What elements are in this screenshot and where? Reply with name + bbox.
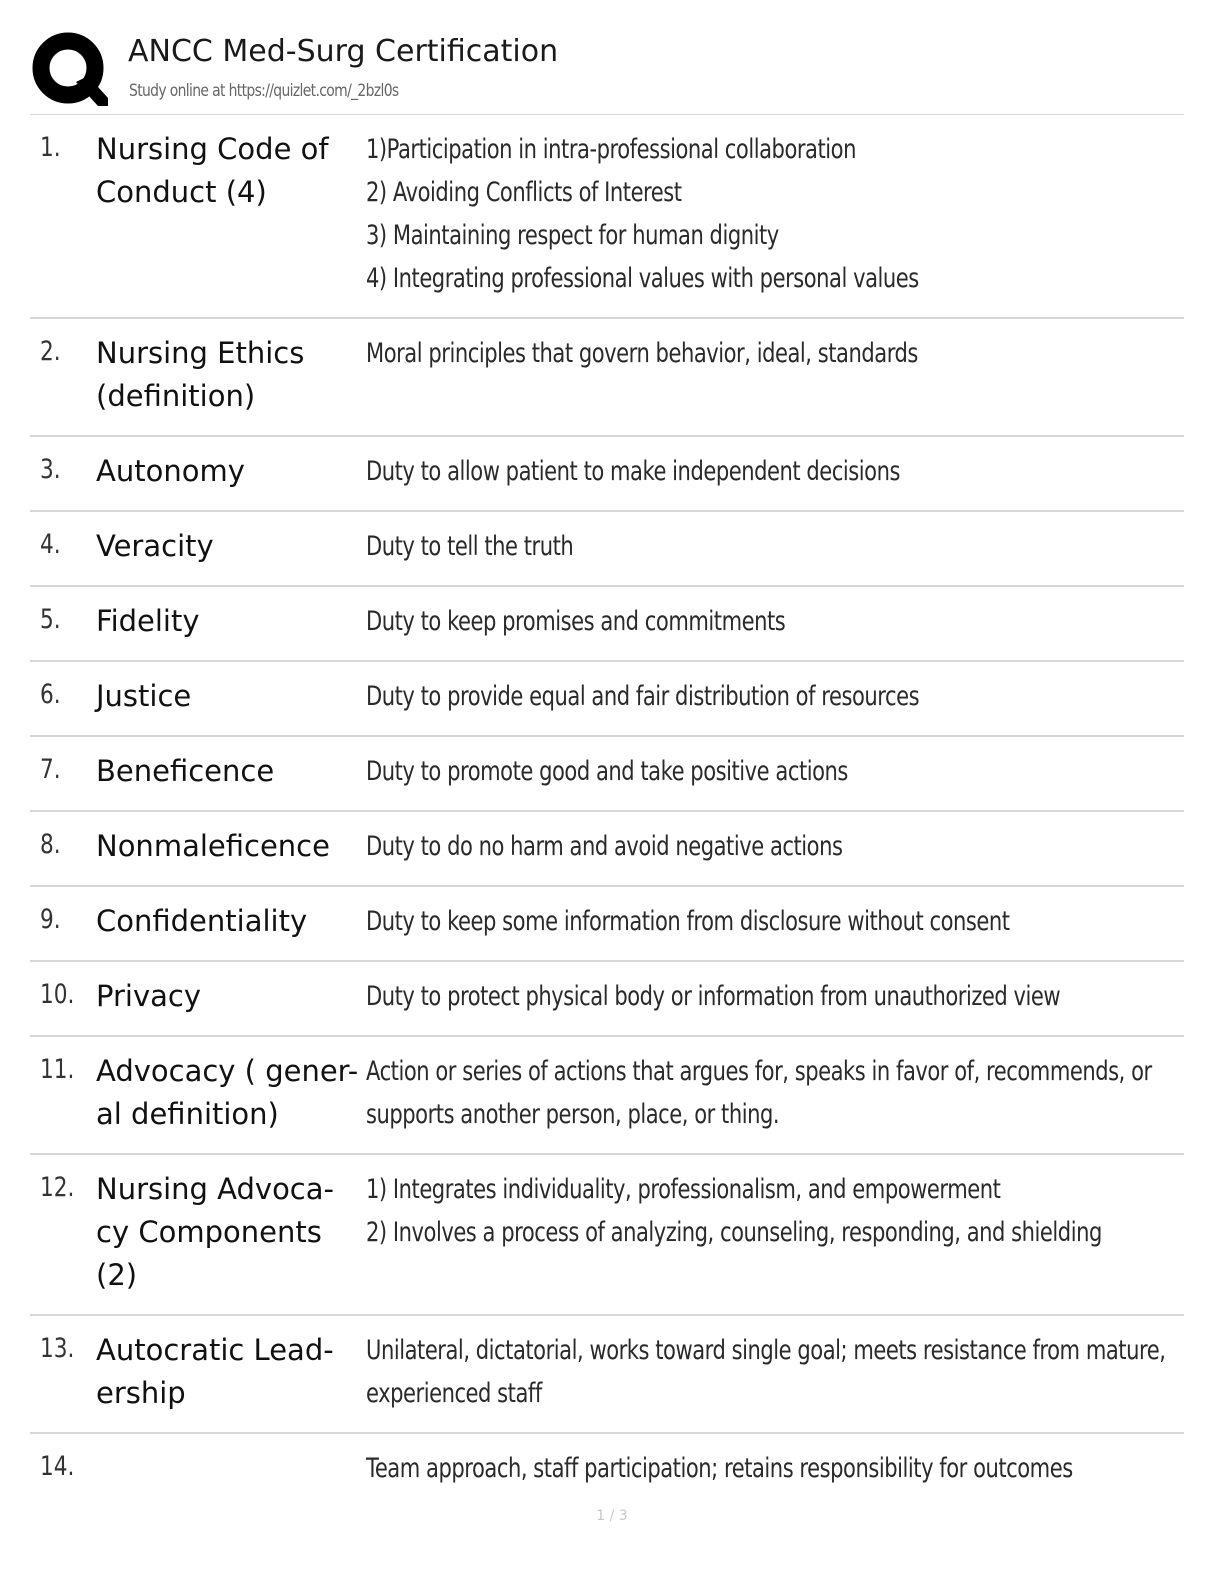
- card-term: [96, 332, 366, 418]
- card-term: [96, 675, 366, 718]
- card-term: [96, 900, 366, 943]
- card-number: 6.: [40, 679, 61, 710]
- card-term: [96, 1168, 366, 1297]
- card-definition: [366, 675, 1075, 718]
- card-definition-line: Team approach, staff participation; retains responsibility for outcomes: [366, 1453, 1073, 1484]
- card-term: [96, 600, 366, 643]
- card-definition-line: Moral principles that govern behavior, ideal, standards: [366, 338, 918, 369]
- card-definition-line: Unilateral, dictatorial, works toward single goal; meets resistance from mature,: [366, 1335, 1166, 1366]
- card-number: 8.: [40, 829, 61, 860]
- card-definition: [366, 900, 1191, 943]
- card-definition-line: Duty to do no harm and avoid negative actions: [366, 831, 843, 862]
- card-term: [96, 750, 366, 793]
- flashcard-row: [30, 1434, 1184, 1504]
- flashcard-row: [30, 437, 1184, 512]
- card-definition-line: 4) Integrating professional values with personal values: [366, 263, 919, 294]
- flashcard-row: [30, 1037, 1184, 1155]
- card-definition: [366, 128, 1075, 300]
- card-definition-line: Duty to keep promises and commitments: [366, 606, 786, 637]
- card-term-line: Justice: [96, 679, 192, 713]
- flashcard-row: [30, 887, 1184, 962]
- card-number: 5.: [40, 604, 61, 635]
- card-number: 10.: [40, 979, 75, 1010]
- card-definition: [366, 975, 1224, 1018]
- card-definition: [366, 1329, 1224, 1415]
- card-term-line: Conduct (4): [96, 175, 267, 209]
- card-term: [96, 825, 366, 868]
- card-definition-line: supports another person, place, or thing.: [366, 1099, 780, 1130]
- card-number: 11.: [40, 1054, 75, 1085]
- flashcard-row: [30, 1155, 1184, 1316]
- card-term: [96, 1050, 366, 1136]
- card-definition: [366, 600, 904, 643]
- card-number: 12.: [40, 1172, 75, 1203]
- card-definition-line: Duty to promote good and take positive actions: [366, 756, 848, 787]
- card-definition: [366, 825, 977, 868]
- flashcard-row: [30, 737, 1184, 812]
- card-number: 4.: [40, 529, 61, 560]
- flashcard-row: [30, 512, 1184, 587]
- card-term-line: Nursing Advoca-: [96, 1172, 334, 1206]
- card-definition: [366, 450, 1051, 493]
- card-definition: [366, 1168, 1224, 1254]
- card-definition-line: 1)Participation in intra-professional collaboration: [366, 134, 856, 165]
- study-link[interactable]: Study online at https://quizlet.com/_2bzl0s: [129, 81, 399, 101]
- card-definition: [366, 1050, 1224, 1136]
- card-number: 13.: [40, 1333, 75, 1364]
- card-number: 2.: [40, 336, 61, 367]
- card-definition-line: Duty to tell the truth: [366, 531, 574, 562]
- card-term-line: Beneficence: [96, 754, 275, 788]
- card-term-line: Advocacy ( gener-: [96, 1054, 359, 1088]
- card-term-line: cy Components: [96, 1215, 322, 1249]
- card-definition-line: 1) Integrates individuality, professionalism, and empowerment: [366, 1174, 1001, 1205]
- flashcard-list: [30, 115, 1184, 1504]
- card-term-line: Nonmaleficence: [96, 829, 330, 863]
- card-term: [96, 1329, 366, 1415]
- card-term-line: Nursing Code of: [96, 132, 329, 166]
- page-title: ANCC Med-Surg Certification: [128, 34, 559, 69]
- card-term-line: Confidentiality: [96, 904, 308, 938]
- card-definition-line: Duty to keep some information from disclosure without consent: [366, 906, 1010, 937]
- card-term: [96, 525, 366, 568]
- card-definition: [366, 525, 632, 568]
- flashcard-row: [30, 587, 1184, 662]
- card-term: [96, 975, 366, 1018]
- card-definition: [366, 332, 1074, 375]
- flashcard-row: [30, 319, 1184, 437]
- quizlet-logo-icon: [32, 32, 108, 108]
- card-number: 9.: [40, 904, 61, 935]
- card-definition-line: Duty to protect physical body or information from unauthorized view: [366, 981, 1061, 1012]
- card-term-line: (definition): [96, 379, 256, 413]
- card-definition: [366, 1447, 1224, 1490]
- card-definition-line: Duty to provide equal and fair distribution of resources: [366, 681, 920, 712]
- flashcard-row: [30, 962, 1184, 1037]
- page-number: 1 / 3: [596, 1508, 628, 1524]
- card-definition-line: 2) Avoiding Conflicts of Interest: [366, 177, 682, 208]
- card-term-line: Privacy: [96, 979, 201, 1013]
- card-term: [96, 128, 366, 214]
- card-definition-line: 3) Maintaining respect for human dignity: [366, 220, 779, 251]
- card-definition-line: 2) Involves a process of analyzing, counseling, responding, and shielding: [366, 1217, 1102, 1248]
- flashcard-row: [30, 812, 1184, 887]
- card-term-line: ership: [96, 1376, 186, 1410]
- flashcard-row: [30, 1316, 1184, 1434]
- flashcard-row: [30, 115, 1184, 319]
- card-number: 1.: [40, 132, 61, 163]
- card-definition: [366, 750, 984, 793]
- card-definition-line: Duty to allow patient to make independent decisions: [366, 456, 900, 487]
- card-term-line: Autonomy: [96, 454, 245, 488]
- card-definition-line: experienced staff: [366, 1378, 542, 1409]
- card-term-line: Autocratic Lead-: [96, 1333, 334, 1367]
- card-number: 14.: [40, 1451, 75, 1482]
- card-term-line: Veracity: [96, 529, 214, 563]
- card-term-line: al definition): [96, 1097, 279, 1131]
- card-term: [96, 450, 366, 493]
- card-number: 3.: [40, 454, 61, 485]
- page-header: [30, 28, 1184, 115]
- card-number: 7.: [40, 754, 61, 785]
- card-term-line: Nursing Ethics: [96, 336, 305, 370]
- card-term-line: (2): [96, 1258, 138, 1292]
- flashcard-row: [30, 662, 1184, 737]
- card-term-line: Fidelity: [96, 604, 200, 638]
- card-definition-line: Action or series of actions that argues for, speaks in favor of, recommends, or: [366, 1056, 1152, 1087]
